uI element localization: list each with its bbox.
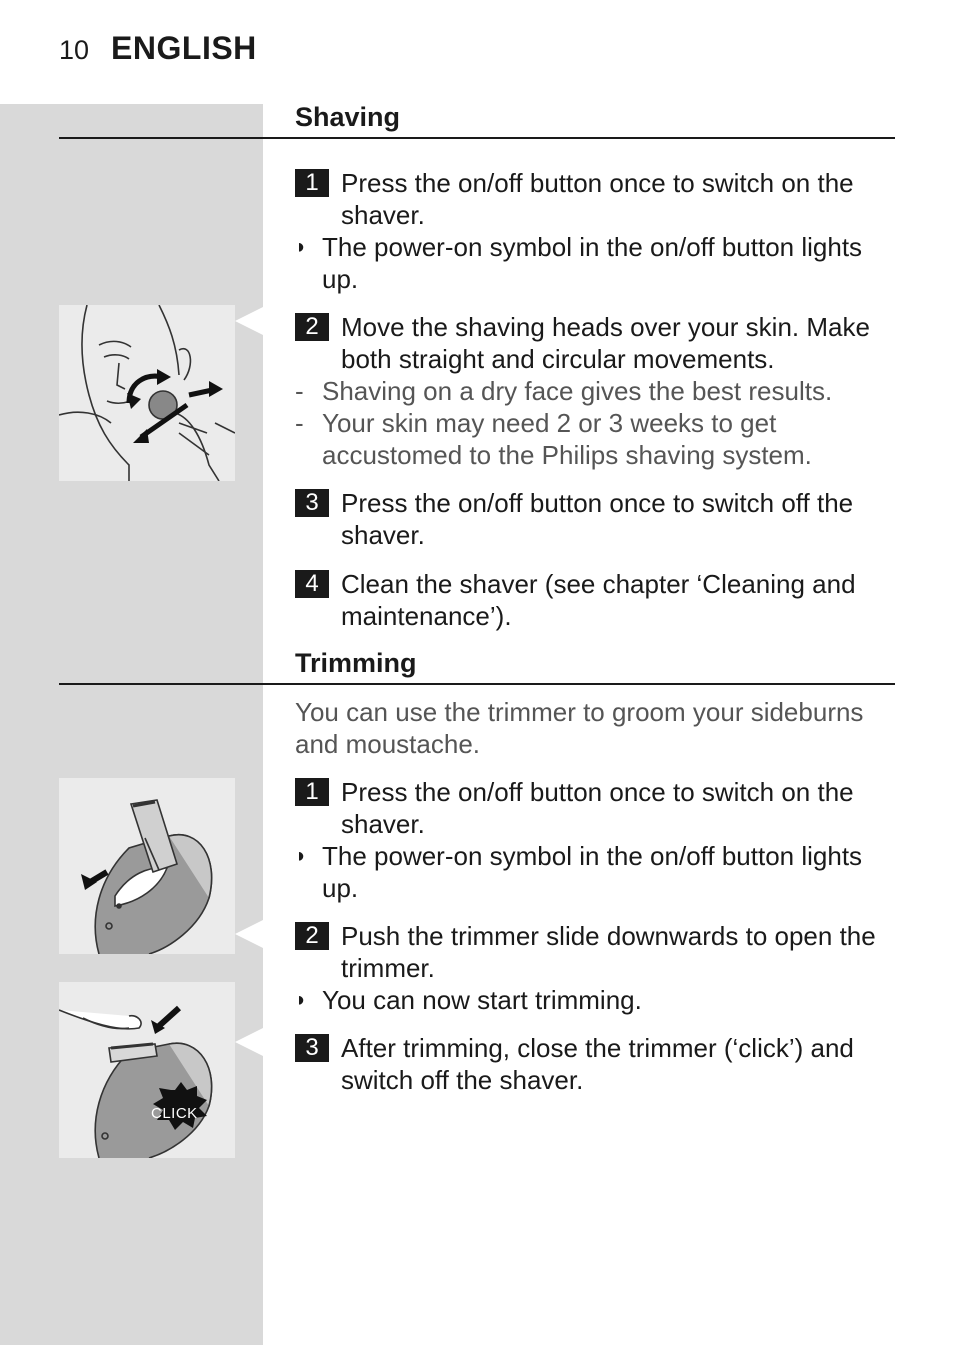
language-heading: ENGLISH xyxy=(111,30,257,66)
trimming-intro xyxy=(295,696,895,760)
step-text: After trimming, close the trimmer (‘click’) and switch off the shaver. xyxy=(341,1033,854,1095)
shaving-face-illustration xyxy=(59,305,235,481)
tip-marker: - xyxy=(295,376,304,406)
shaving-step-4 xyxy=(295,568,895,632)
shaving-step-1 xyxy=(295,167,895,295)
illustration-pointer xyxy=(235,920,263,948)
tip-text: Your skin may need 2 or 3 weeks to get accustomed to the Philips shaving system. xyxy=(322,408,812,470)
step-number-badge: 1 xyxy=(295,169,329,197)
step-number-badge: 2 xyxy=(295,313,329,341)
page-header xyxy=(59,30,257,74)
shaving-step-3 xyxy=(295,487,895,551)
result-text: The power-on symbol in the on/off button lights up. xyxy=(322,232,863,294)
click-label: CLICK xyxy=(151,1105,198,1122)
step-number-badge: 4 xyxy=(295,570,329,598)
step-text: Press the on/off button once to switch on the shaver. xyxy=(341,168,854,230)
trimmer-open-illustration xyxy=(59,778,235,954)
step-text: Move the shaving heads over your skin. Make both straight and circular movements. xyxy=(341,312,870,374)
illustration-pointer xyxy=(235,307,263,335)
step-text: Press the on/off button once to switch off the shaver. xyxy=(341,488,854,550)
trimming-step-2 xyxy=(295,920,895,1016)
step-text: Clean the shaver (see chapter ‘Cleaning and maintenance’). xyxy=(341,569,856,631)
shaving-step-2 xyxy=(295,311,895,471)
result-marker-icon: ◗ xyxy=(295,845,308,867)
step-number-badge: 3 xyxy=(295,1034,329,1062)
result-text: The power-on symbol in the on/off button lights up. xyxy=(322,841,863,903)
tip-marker: - xyxy=(295,408,304,438)
section-title-shaving: Shaving xyxy=(295,102,401,132)
step-text: Push the trimmer slide downwards to open the trimmer. xyxy=(341,921,876,983)
intro-text: You can use the trimmer to groom your sideburns and moustache. xyxy=(295,697,864,759)
tip-text: Shaving on a dry face gives the best results. xyxy=(322,376,833,406)
trimming-step-1 xyxy=(295,776,895,904)
section-title-trimming: Trimming xyxy=(295,648,417,678)
section-divider xyxy=(59,683,895,685)
trimming-step-3 xyxy=(295,1032,895,1096)
step-number-badge: 2 xyxy=(295,922,329,950)
sidebar-column xyxy=(0,104,263,1345)
result-text: You can now start trimming. xyxy=(322,985,642,1015)
step-text: Press the on/off button once to switch on the shaver. xyxy=(341,777,854,839)
trimmer-close-illustration xyxy=(59,982,235,1158)
step-number-badge: 1 xyxy=(295,778,329,806)
section-divider xyxy=(59,137,895,139)
result-marker-icon: ◗ xyxy=(295,989,308,1011)
result-marker-icon: ◗ xyxy=(295,236,308,258)
illustration-pointer xyxy=(235,1028,263,1056)
page-number: 10 xyxy=(59,35,90,65)
step-number-badge: 3 xyxy=(295,489,329,517)
